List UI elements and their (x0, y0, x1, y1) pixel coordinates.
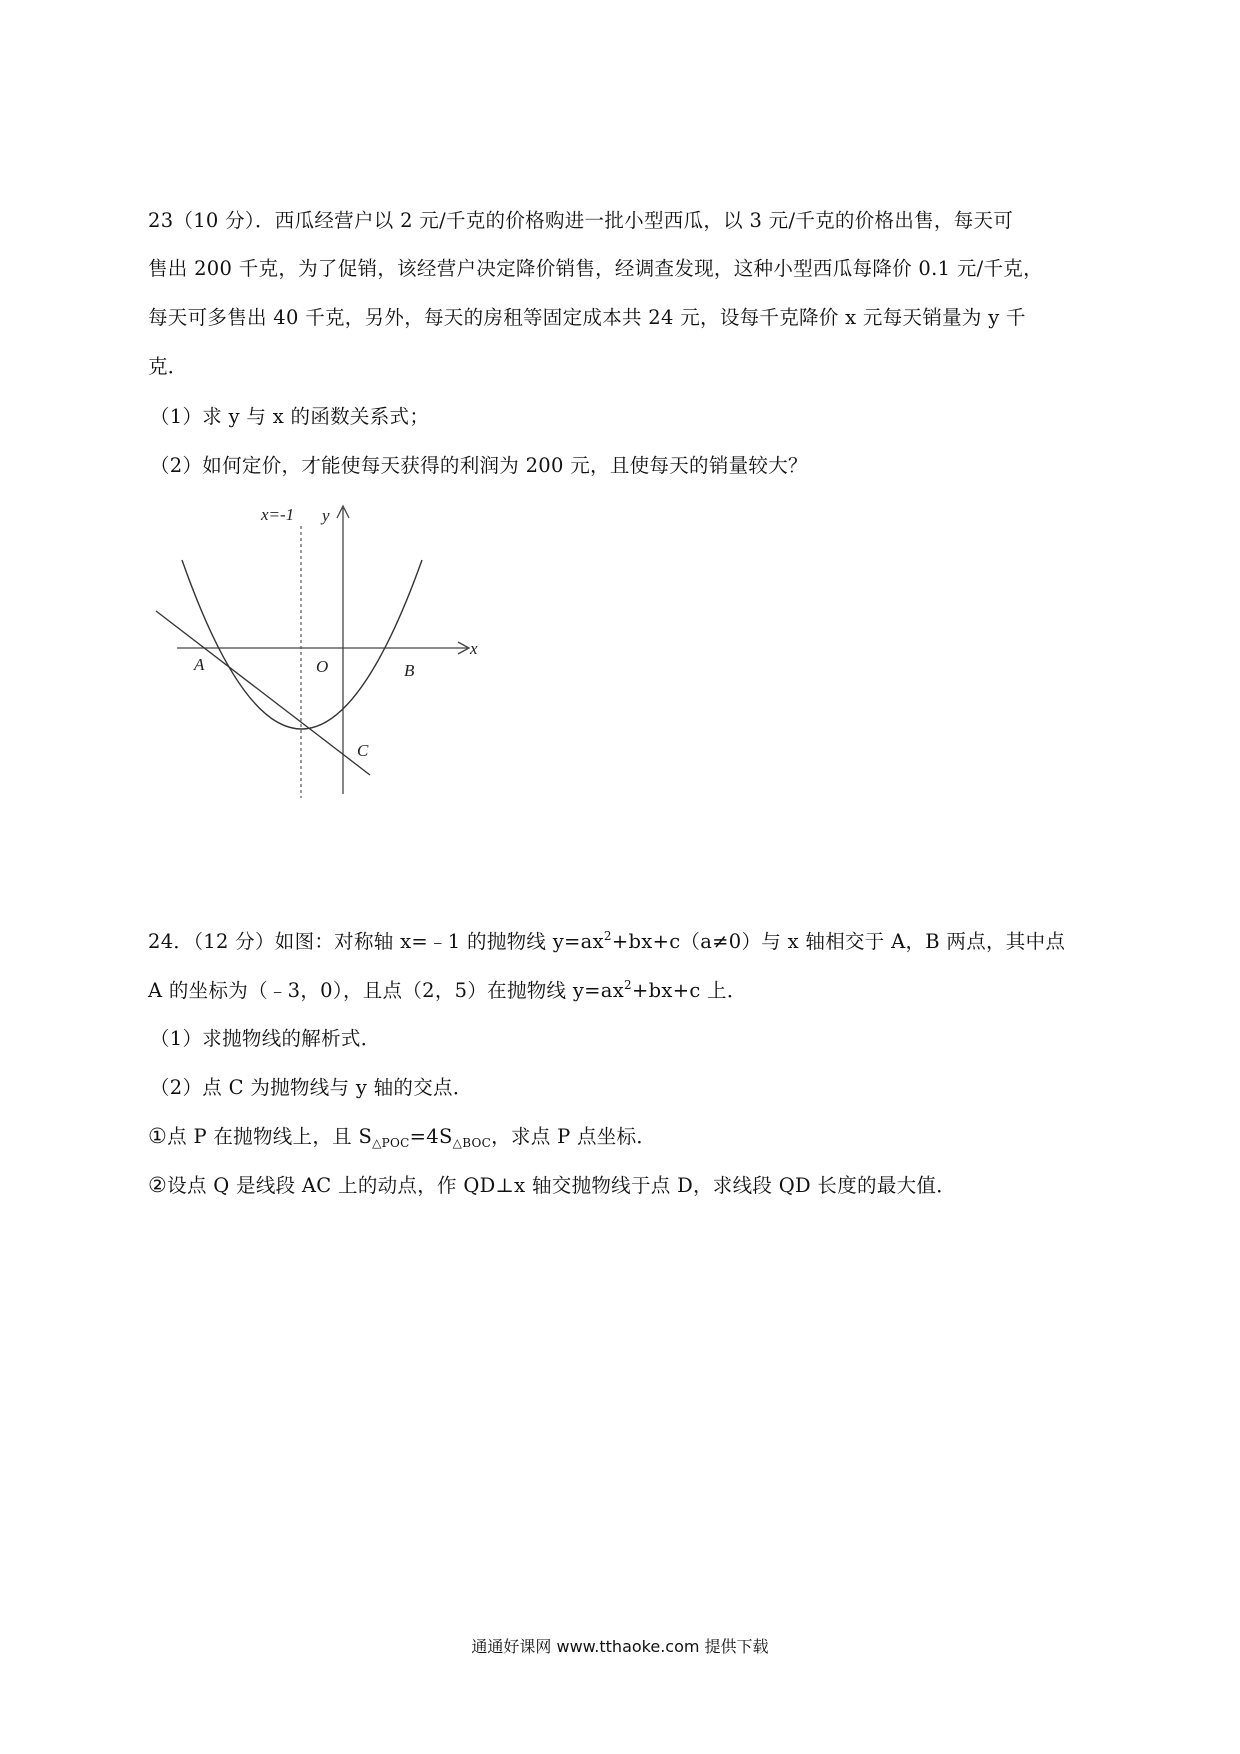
q24-subpart-1-pre: 点 P 在抛物线上，且 S (167, 1125, 373, 1148)
q24-line-2 (148, 978, 747, 1004)
q24-line-2-post: +bx+c 上． (631, 979, 747, 1002)
origin-label: O (316, 657, 329, 676)
circled-two-mark: ② (148, 1173, 168, 1197)
q24-line-2-pre: A 的坐标为（﹣3，0），且点（2，5）在抛物线 y=ax (148, 979, 625, 1002)
q24-line-1-post: +bx+c（a≠0）与 x 轴相交于 A，B 两点，其中点 (611, 930, 1066, 953)
q24-line-1 (148, 929, 1065, 955)
parabola-figure (150, 498, 490, 810)
q24-part-1: （1）求抛物线的解析式． (150, 1027, 381, 1050)
q23-part-2: （2）如何定价，才能使每天获得的利润为 200 元，且使每天的销量较大？ (150, 454, 808, 477)
y-axis-label: y (322, 506, 330, 525)
point-a-label: A (194, 655, 205, 674)
symmetry-axis-label: x=-1 (261, 505, 295, 524)
point-c-label: C (357, 741, 369, 760)
q23-line-2: 售出 200 千克，为了促销，该经营户决定降价销售，经调查发现，这种小型西瓜每降价 0.1 元/千克， (148, 257, 1043, 280)
parabola-curve (182, 560, 422, 729)
line-ac (156, 611, 370, 775)
q24-subpart-1-mid: =4S (409, 1125, 453, 1148)
x-axis-label: x (470, 639, 478, 658)
q24-subpart-1-sub-boc: △BOC (452, 1136, 492, 1150)
q23-line-3: 每天可多售出 40 千克，另外，每天的房租等固定成本共 24 元，设每千克降价 x 元每天销量为 y 千 (148, 306, 1026, 329)
page-footer: 通通好课网 www.tthaoke.com 提供下载 (471, 1637, 769, 1656)
q23-line-1: 23（10 分）．西瓜经营户以 2 元/千克的价格购进一批小型西瓜，以 3 元/千克的价格出售，每天可 (148, 209, 1014, 232)
q24-part-2: （2）点 C 为抛物线与 y 轴的交点． (150, 1076, 473, 1099)
q24-subpart-2-text: 设点 Q 是线段 AC 上的动点，作 QD⊥x 轴交抛物线于点 D，求线段 QD 长度的最大值． (167, 1174, 957, 1197)
q24-subpart-2 (148, 1172, 956, 1199)
q24-line-2-exponent: 2 (624, 978, 632, 992)
q24-subpart-1 (148, 1123, 656, 1150)
point-b-label: B (404, 661, 415, 680)
parabola-diagram (150, 498, 490, 810)
q23-line-4: 克． (148, 355, 188, 378)
q24-line-1-pre: 24．（12 分）如图：对称轴 x=﹣1 的抛物线 y=ax (148, 930, 604, 953)
q23-part-1: （1）求 y 与 x 的函数关系式； (150, 405, 430, 428)
q24-subpart-1-sub-poc: △POC (372, 1136, 410, 1150)
q24-line-1-exponent: 2 (603, 929, 612, 943)
circled-one-mark: ① (148, 1124, 168, 1148)
q24-subpart-1-post: ，求点 P 点坐标． (491, 1125, 657, 1148)
